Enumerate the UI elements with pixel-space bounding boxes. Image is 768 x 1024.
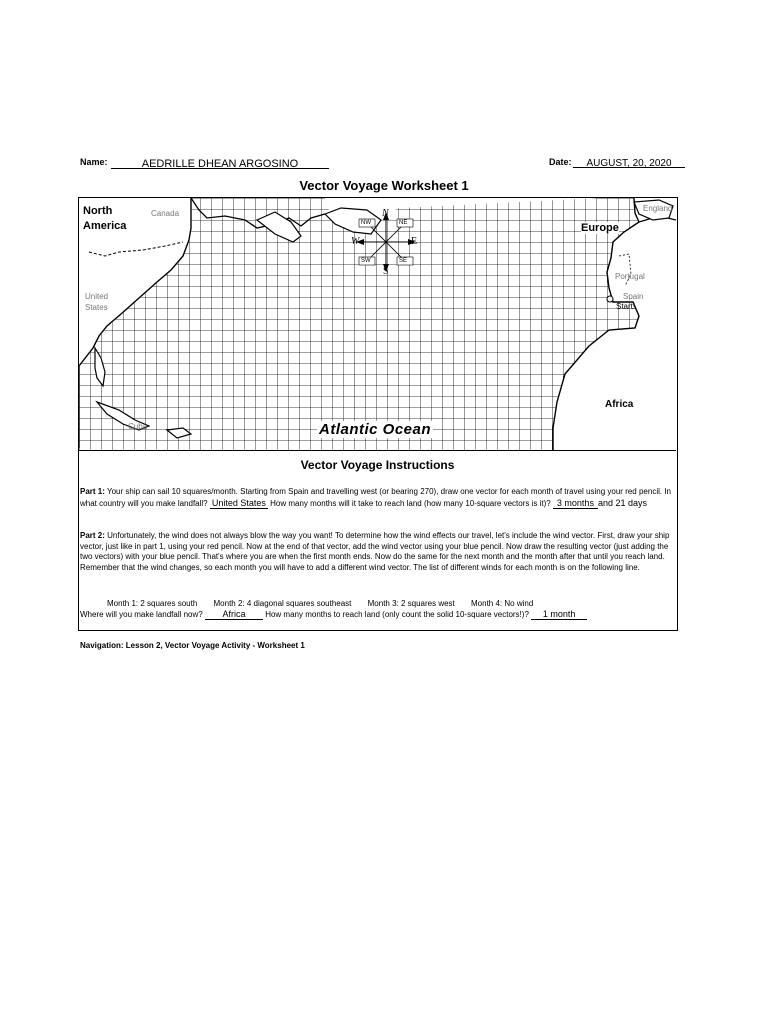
compass-n: N [382, 208, 389, 219]
label-africa: Africa [605, 399, 634, 410]
ocean-grid [79, 198, 676, 450]
date-value: AUGUST, 20, 2020 [586, 158, 672, 169]
label-spain: Spain [623, 292, 644, 301]
instructions-title: Vector Voyage Instructions [300, 458, 455, 472]
border-dashed [89, 242, 183, 256]
date-label: Date: [549, 157, 572, 167]
part1-paragraph [80, 487, 674, 509]
wind-month-2: Month 2: 4 diagonal squares southeast [213, 599, 352, 608]
wind-month-3: Month 3: 2 squares west [367, 599, 455, 608]
worksheet-frame [78, 197, 678, 631]
name-field[interactable] [111, 154, 329, 169]
label-portugal: Portugal [615, 272, 645, 281]
compass-sw: SW [361, 258, 371, 264]
part1-label: Part 1: [80, 487, 105, 496]
label-north-america: North America [83, 205, 127, 232]
q-landfall: Where will you make landfall now? [80, 610, 203, 619]
part1-text-b: How many months will it take to reach land (how many 10-square vectors is it)? [270, 498, 551, 508]
wind-list [107, 599, 533, 608]
part2-label: Part 2: [80, 531, 105, 540]
compass-s: S [383, 266, 389, 277]
worksheet-title: Vector Voyage Worksheet 1 [299, 178, 469, 193]
name-value: AEDRILLE DHEAN ARGOSINO [141, 158, 299, 170]
compass-se: SE [399, 258, 408, 264]
label-england: England [643, 204, 673, 213]
q-months: How many months to reach land (only count the solid 10-square vectors!)? [265, 610, 529, 619]
part1-text-a: Your ship can sail 10 squares/month. Starting from Spain and travelling west (or bearing 270), draw one vector for each month of travel using your red pencil. In what country will you make landfall? [80, 487, 671, 508]
wind-month-1: Month 1: 2 squares south [107, 599, 198, 608]
wind-month-4: Month 4: No wind [471, 599, 534, 608]
portugal-border [619, 254, 631, 286]
compass-w: W [351, 236, 360, 247]
final-questions [80, 609, 587, 620]
compass-ne: NE [399, 220, 408, 226]
part2-paragraph [80, 531, 674, 573]
map-svg [79, 198, 676, 450]
compass-nw: NW [361, 220, 371, 226]
label-united-states: United States [85, 292, 109, 312]
start-marker [607, 296, 613, 302]
footer-navigation: Navigation: Lesson 2, Vector Voyage Activity - Worksheet 1 [80, 641, 305, 650]
part1-answer-months[interactable]: 3 months [553, 498, 598, 509]
voyage-map [79, 198, 676, 451]
label-canada: Canada [151, 209, 180, 218]
part1-answer-country[interactable]: United States [211, 497, 266, 508]
part2-text: Unfortunately, the wind does not always blow the way you want! To determine how the wind effects our travel, let's include the wind vector. First, draw your ship vector, just like in part 1, using your red pencil. Now at the end of that vector, add the wind vector using your blue pencil. Now draw the resulting vector (just adding the two vectors) with your blue pencil. That's where you are when the first month ends. Now do the same for the next month and the month after that until you reach land. Remember that the wind changes, so each month you will have to add a different wind vector. The list of different winds for each month is on the following line. [80, 531, 670, 572]
answer-landfall[interactable]: Africa [205, 609, 263, 620]
label-start: Start! [616, 302, 636, 311]
compass-e: E [411, 236, 418, 247]
answer-months[interactable]: 1 month [531, 609, 587, 620]
date-field[interactable] [573, 153, 685, 168]
label-cuba: Cuba [128, 422, 148, 431]
name-label: Name: [80, 157, 108, 167]
part1-answer-suffix: and 21 days [597, 497, 647, 508]
label-europe: Europe [581, 222, 619, 234]
label-atlantic-ocean: Atlantic Ocean [319, 421, 432, 438]
